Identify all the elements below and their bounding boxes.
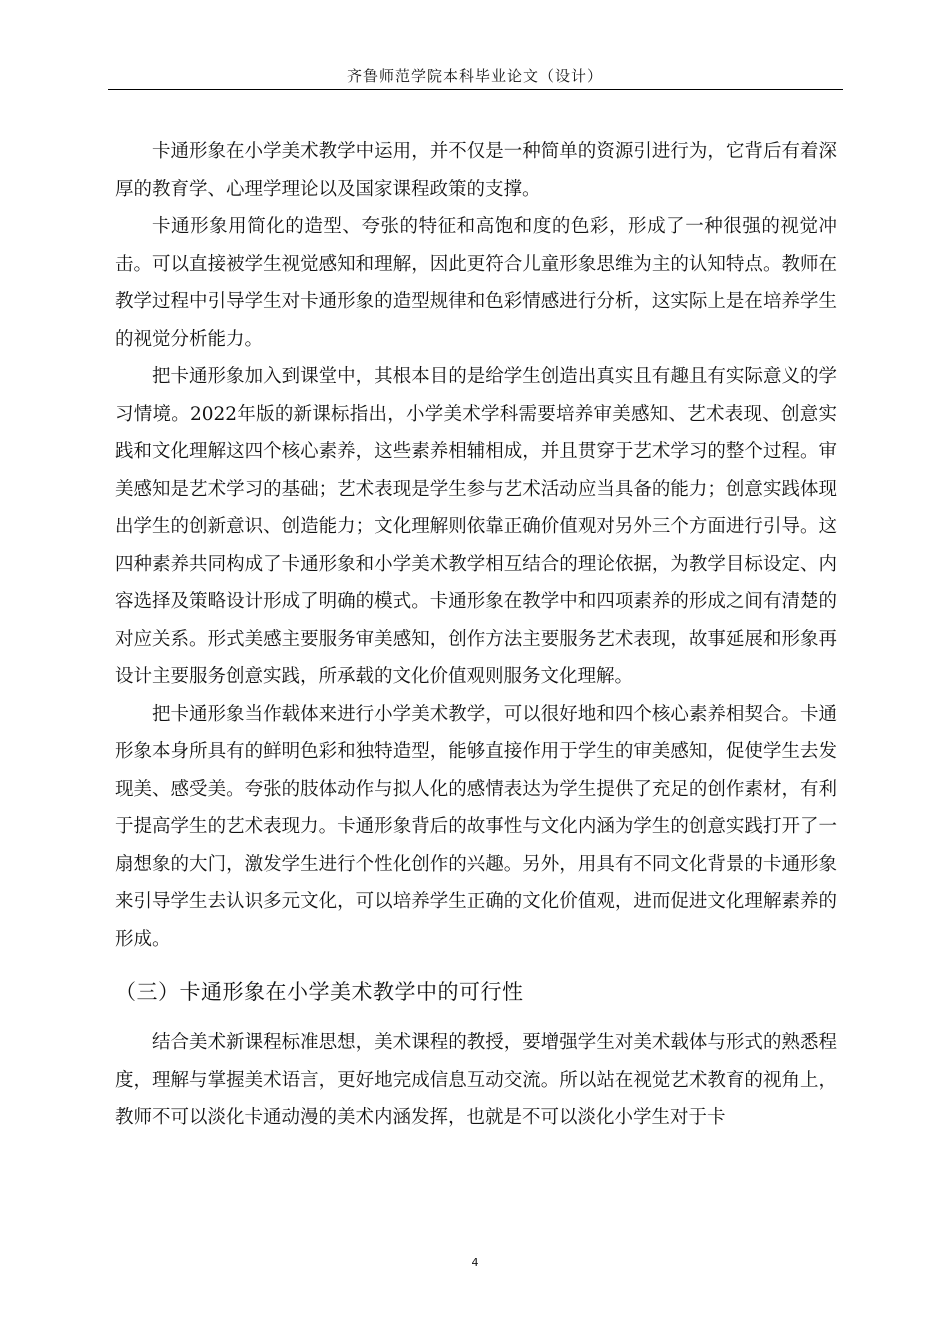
- header-divider: [108, 89, 843, 90]
- page-header: 齐鲁师范学院本科毕业论文（设计）: [346, 67, 603, 85]
- body-paragraph: 把卡通形象加入到课堂中，其根本目的是给学生创造出真实且有趣且有实际意义的学习情境。2022年版的新课标指出，小学美术学科需要培养审美感知、艺术表现、创意实践和文化理解这四个核心素养，这些素养相辅相成，并且贯穿于艺术学习的整个过程。审美感知是艺术学习的基础；艺术表现是学生参与艺术活动应当具备的能力；创意实践体现出学生的创新意识、创造能力；文化理解则依靠正确价值观对另外三个方面进行引导。这四种素养共同构成了卡通形象和小学美术教学相互结合的理论依据，为教学目标设定、内容选择及策略设计形成了明确的模式。卡通形象在教学中和四项素养的形成之间有清楚的对应关系。形式美感主要服务审美感知，创作方法主要服务艺术表现，故事延展和形象再设计主要服务创意实践，所承载的文化价值观则服务文化理解。: [115, 366, 837, 687]
- page-number: 4: [471, 1256, 479, 1269]
- document-body: [115, 133, 837, 1137]
- body-paragraph: 卡通形象用简化的造型、夸张的特征和高饱和度的色彩，形成了一种很强的视觉冲击。可以直接被学生视觉感知和理解，因此更符合儿童形象思维为主的认知特点。教师在教学过程中引导学生对卡通形象的造型规律和色彩情感进行分析，这实际上是在培养学生的视觉分析能力。: [115, 216, 837, 350]
- section-heading: （三）卡通形象在小学美术教学中的可行性: [115, 980, 524, 1004]
- body-paragraph: 卡通形象在小学美术教学中运用，并不仅是一种简单的资源引进行为，它背后有着深厚的教育学、心理学理论以及国家课程政策的支撑。: [115, 141, 837, 200]
- body-paragraph: 把卡通形象当作载体来进行小学美术教学，可以很好地和四个核心素养相契合。卡通形象本身所具有的鲜明色彩和独特造型，能够直接作用于学生的审美感知，促使学生去发现美、感受美。夸张的肢体动作与拟人化的感情表达为学生提供了充足的创作素材，有利于提高学生的艺术表现力。卡通形象背后的故事性与文化内涵为学生的创意实践打开了一扇想象的大门，激发学生进行个性化创作的兴趣。另外，用具有不同文化背景的卡通形象来引导学生去认识多元文化，可以培养学生正确的文化价值观，进而促进文化理解素养的形成。: [115, 703, 837, 950]
- body-paragraph: 结合美术新课程标准思想，美术课程的教授，要增强学生对美术载体与形式的熟悉程度，理解与掌握美术语言，更好地完成信息互动交流。所以站在视觉艺术教育的视角上，教师不可以淡化卡通动漫的美术内涵发挥，也就是不可以淡化小学生对于卡: [115, 1032, 837, 1128]
